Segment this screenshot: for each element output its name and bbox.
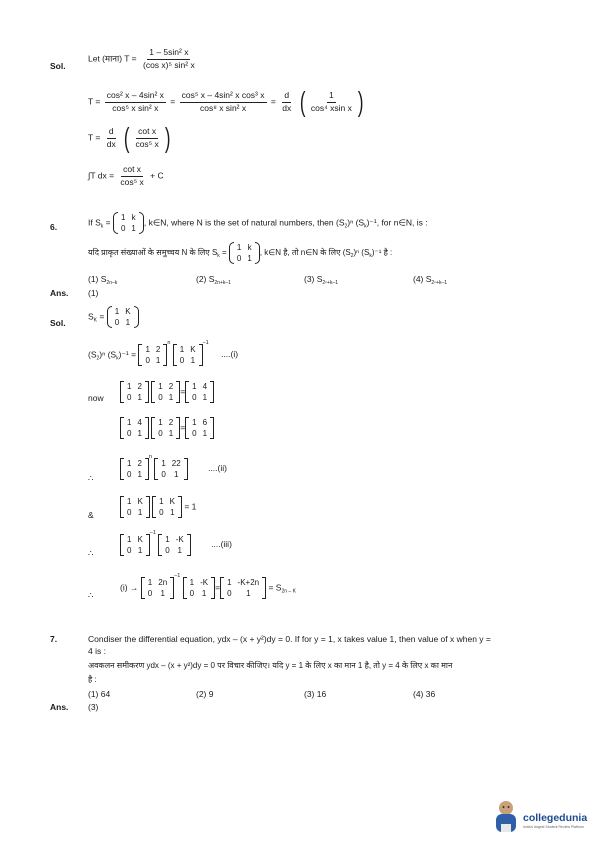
q6-text-en: If $S_k$ = 1 k 0 1 , k∈N, where N is the set of natural numbers, then $(S_2)^n$ $(S_k)^{-1}$, for n∈N, is :: [88, 213, 428, 233]
ans-label-6: Ans.: [50, 288, 69, 298]
q7-text-hi-2: है :: [88, 675, 97, 684]
q7-text-en-2: 4 is :: [88, 646, 106, 656]
collegedunia-logo: [489, 800, 589, 838]
sol6-eq-next: 1 4 0 1 1 2 0 1 = 1 6 0 1: [120, 417, 214, 439]
sol1-line2: T = $\frac{\text{cos² x – 4sin² x}}{\text{cos⁵ x sin² x}}$ = $\frac{\text{cos⁵ x – 4sin² x cos³ x}}{\text{cos⁸ x sin² x}}$ = $\frac{d}{dx}$ ( $\frac{1}{\text{cos⁴ xsin x}}$ ): [88, 86, 364, 117]
sol6-final: (i) → 1 2n 0 1 $^{-1}$ 1 -K 0 1 = 1 -K+2n 0 1 = $S_{2n - K}$: [120, 573, 296, 598]
therefore-1: ∴: [88, 473, 94, 483]
t1-denominator: (cos x)⁵ sin² x: [143, 59, 195, 70]
t2-fraction-a: $\frac{\text{cos² x – 4sin² x}}{\text{cos⁵ x sin² x}}$: [106, 89, 164, 113]
t2-fraction-c: $\frac{1}{\text{cos⁴ xsin x}}$: [310, 89, 352, 113]
matrix-12: 1 2 0 1: [138, 344, 167, 366]
sol6-eq1: $(S_2)^n$ $(S_k)^{-1}$ = 1 2 0 1 $^n$ 1 K 0 1 $^{-1}$ ....(i): [88, 340, 239, 365]
ans-label-7: Ans.: [50, 702, 69, 712]
let-text: Let (माना) T =: [88, 53, 137, 64]
q7-number: 7.: [50, 634, 58, 644]
therefore-3: ∴: [88, 590, 94, 600]
matrix-sk-hi: 1 k 0 1: [229, 242, 260, 264]
sk-definition: $S_K$ = 1 K 0 1: [88, 306, 139, 328]
q6-option-2: (2) $S_{2n+k-1}$: [196, 274, 231, 286]
q7-option-4: (4) 36: [413, 689, 436, 699]
q7-answer: (3): [88, 702, 99, 712]
therefore-2: ∴: [88, 548, 94, 558]
q7-option-2: (2) 9: [196, 689, 214, 699]
q7-option-1: (1) 64: [88, 689, 111, 699]
q6-option-1: (1) $S_{2n-k}$: [88, 274, 118, 286]
q6-text-hi: यदि प्राकृत संख्याओं के समुच्चय N के लिए $S_k$ = 1 k 0 1 , k∈N है, तो n∈N के लिए $(S_2)^n$ $(S_k)^{-1}$ है :: [88, 243, 393, 263]
matrix-sk: 1 k 0 1: [113, 212, 144, 234]
q6-number: 6.: [50, 222, 58, 232]
sol6-eq-amp: 1 K 0 1 1 K 0 1 = 1: [120, 496, 196, 518]
t1-fraction: [141, 48, 197, 71]
t1-numerator: 1 – 5sin² x: [147, 48, 190, 60]
t2-derivative: $\frac{d}{dx}$: [282, 89, 292, 113]
q6-option-4: (4) $S_{2^n+k-1}$: [413, 274, 448, 286]
t2-fraction-b: $\frac{\text{cos⁵ x – 4sin² x cos³ x}}{\text{cos⁸ x sin² x}}$: [181, 89, 265, 113]
sol1-integral: ∫T dx = $\frac{\text{cot x}}{\text{cos⁵ x}}$ + C: [88, 164, 164, 187]
sol6-eq-now: 1 2 0 1 1 2 0 1 = 1 4 0 1: [120, 381, 214, 403]
sol1-line3: T = $\frac{d}{dx}$ ( $\frac{\text{cot x}}{\text{cos⁵ x}}$ ): [88, 122, 171, 153]
sol-label-6: Sol.: [50, 318, 66, 328]
q7-option-3: (3) 16: [304, 689, 327, 699]
q6-option-3: (3) $S_{2^n+k-1}$: [304, 274, 339, 286]
int-fraction: $\frac{\text{cot x}}{\text{cos⁵ x}}$: [120, 164, 144, 187]
sol6-eq3: 1 K 0 1 $^{-1}$ 1 -K 0 1 ....(iii): [120, 534, 232, 556]
sol1-line1: [88, 48, 199, 71]
logo-tagline: India's largest Student Review Platform: [523, 825, 584, 829]
mascot-icon: [489, 800, 523, 838]
q6-answer: (1): [88, 288, 99, 298]
q7-text-en-1: Condiser the differential equation, ydx – (x + y²)dy = 0. If for y = 1, x takes value 1, then value of x when y =: [88, 634, 491, 644]
logo-brand: collegedunia: [523, 812, 588, 824]
matrix-sk-def: 1 K 0 1: [107, 306, 139, 328]
sol6-eq2: 1 2 0 1 $^n$ 1 22 0 1 ....(ii): [120, 458, 227, 480]
matrix-1k: 1 K 0 1: [173, 344, 203, 366]
now-label: now: [88, 393, 104, 403]
t3-fraction: $\frac{\text{cot x}}{\text{cos⁵ x}}$: [135, 125, 159, 149]
q7-text-hi-1: अवकलन समीकरण ydx – (x + y²)dy = 0 पर विचार कीजिए। यदि y = 1 के लिए x का मान 1 है, तो y = 4 के लिए x का मान: [88, 661, 453, 670]
ampersand: &: [88, 510, 94, 520]
sol-label: Sol.: [50, 61, 66, 71]
